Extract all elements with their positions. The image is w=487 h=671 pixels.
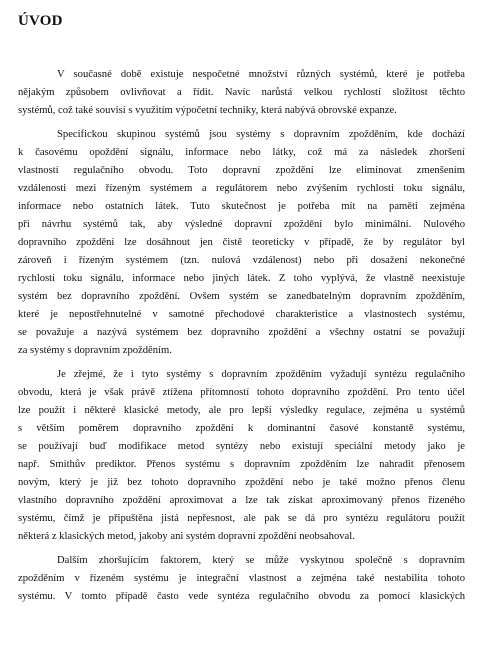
text-line: systému. V tomto případě často vede syntéza regulačního obvodu za pomocí klasických xyxy=(18,591,465,602)
text-line: systém bez dopravního zpoždění. Ovšem systém se zanedbatelným dopravním zpožděním, xyxy=(18,291,465,302)
text-line: zároveň i řízeným systémem (tzn. nulová vzdálenost) nebo při dosažení nekonečné xyxy=(18,255,465,266)
text-line: které je nepostřehnutelné v samotné přechodové charakteristice a vlastnostech systému, xyxy=(18,309,465,320)
text-line: vlastního dopravního zpoždění aproximovat a lze tak získat aproximovaný přenos řízeného xyxy=(18,495,465,506)
section-heading: ÚVOD xyxy=(18,13,63,29)
text-line: nějakým způsobem ovlivňovat a řídit. Navíc narůstá velkou rychlostí složitost těchto xyxy=(18,87,465,98)
text-line: Dalším zhoršujícím faktorem, který se může vyskytnou společně s dopravním xyxy=(57,555,465,566)
text-line: novým, který je již bez tohoto dopravního zpoždění nebo je také možno přenos členu xyxy=(18,477,465,488)
text-line: Specifickou skupinou systémů jsou systémy s dopravním zpožděním, kde dochází xyxy=(57,129,465,140)
text-line: s větším poměrem dopravního zpoždění k dominantní časové konstantě systému, xyxy=(18,423,465,434)
text-line: systémů, což také souvisí s využitím výpočetní techniky, která nabývá obrovské expanze. xyxy=(18,105,397,116)
text-line: systému, čímž je připuštěna jistá nepřesnost, ale pak se dá pro syntézu regulátoru použít xyxy=(18,513,465,524)
text-line: informace nebo ostatních látek. Tuto skutečnost je potřeba mít na paměti zejména xyxy=(18,201,465,212)
paragraph-4 xyxy=(18,552,465,606)
text-line: některá z klasických metod, jakoby ani systém dopravní zpoždění neobsahoval. xyxy=(18,531,355,542)
text-line: se používají buď modifikace metod syntézy nebo existují speciální metody jako je xyxy=(18,441,465,452)
paragraph-1 xyxy=(18,66,465,120)
text-line: k časovému opoždění signálu, informace nebo látky, což má za následek zhoršení xyxy=(18,147,465,158)
text-line: za systémy s dopravním zpožděním. xyxy=(18,345,172,356)
text-line: lze použít i některé klasické metody, ale pro lepší výsledky regulace, zejména u systémů xyxy=(18,405,465,416)
text-line: V současné době existuje nespočetné množství různých systémů, které je potřeba xyxy=(57,69,465,80)
text-line: zpožděním v řízeném systému je integrační vlastnost a zejména také nestabilita tohoto xyxy=(18,573,465,584)
text-line: při návrhu systémů tak, aby výsledné dopravní zpoždění bylo minimální. Nulového xyxy=(18,219,465,230)
text-line: vlastností regulačního obvodu. Toto dopravní zpoždění lze eliminovat zmenšením xyxy=(18,165,465,176)
paragraph-2 xyxy=(18,126,465,360)
text-line: se považuje a nazývá systémem bez dopravního zpoždění a všechny ostatní se považují xyxy=(18,327,465,338)
paragraph-3 xyxy=(18,366,465,546)
text-line: Je zřejmé, že i tyto systémy s dopravním zpožděním vyžadují syntézu regulačního xyxy=(57,369,465,380)
text-line: dopravního zpoždění lze dosáhnout jen čistě teoreticky v případě, že by regulátor byl xyxy=(18,237,465,248)
text-line: rychlosti toku signálu, informace nebo jiných látek. Z toho vyplývá, že vlastně neexistuje xyxy=(18,273,465,284)
text-line: obvodu, která je však právě ztížena přítomností tohoto dopravního zpoždění. Pro tento účel xyxy=(18,387,465,398)
text-line: vzdálenosti mezi řízeným systémem a regulátorem nebo zvýšením rychlosti toku signálu, xyxy=(18,183,465,194)
text-line: např. Smithův prediktor. Přenos systému s dopravním zpožděním lze nahradit přenosem xyxy=(18,459,465,470)
